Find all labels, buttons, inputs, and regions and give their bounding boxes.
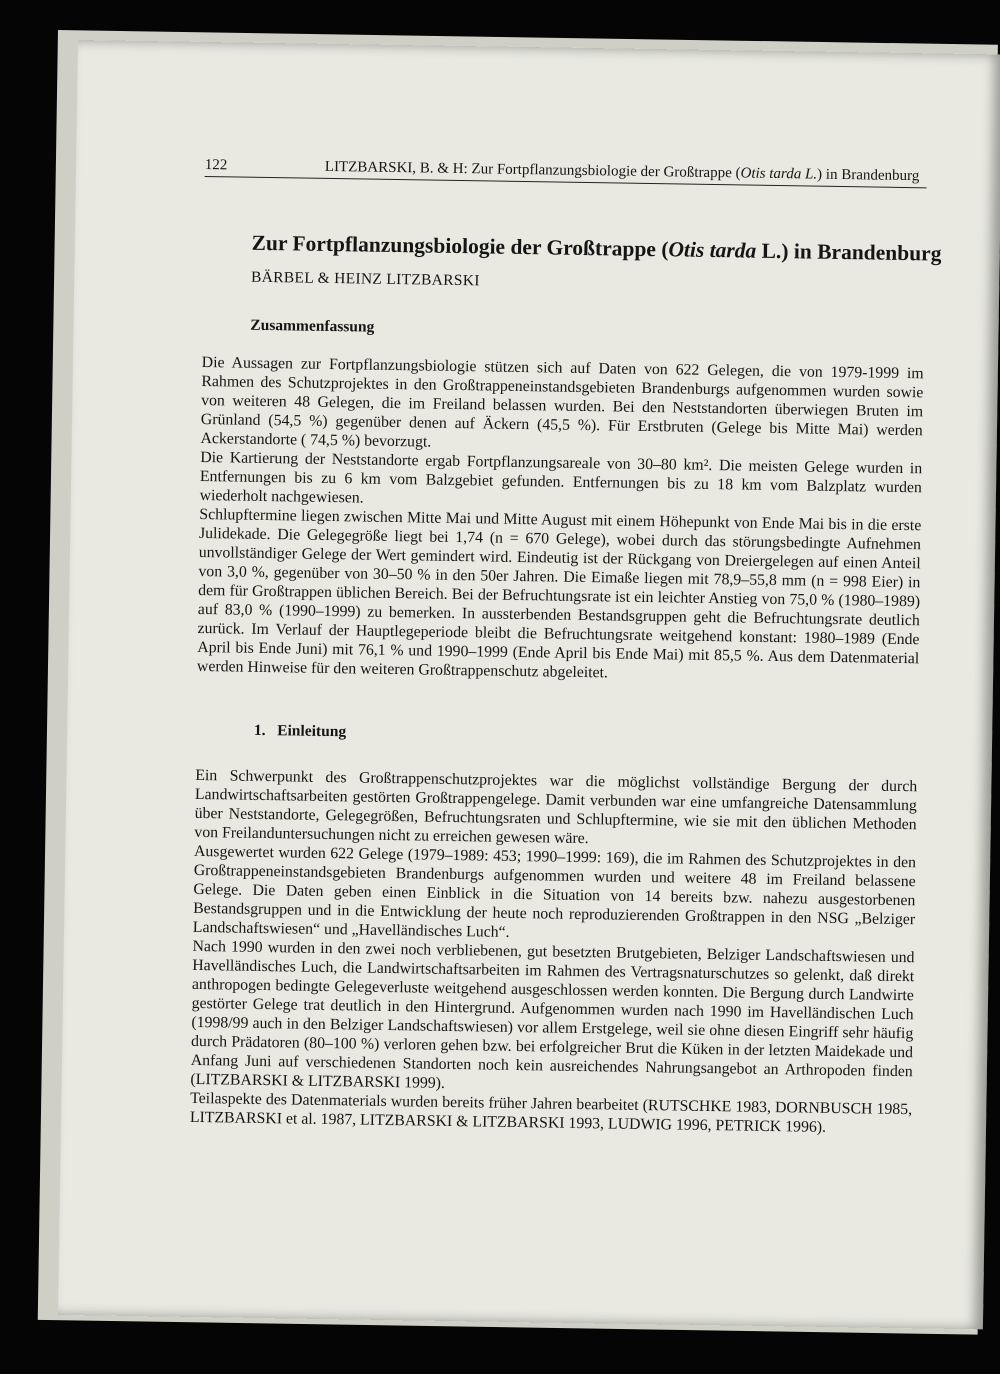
- summary-body: [197, 353, 924, 687]
- introduction-body: [190, 766, 918, 1138]
- title-species: Otis tarda: [668, 237, 757, 263]
- intro-paragraph: Teilaspekte des Datenmaterials wurden bereits früher Jahren bearbeitet (RUTSCHKE 1983, DORNBUSCH 1985, LITZBARSKI et al. 1987, LITZBARSKI & LITZBARSKI 1993, LUDWIG 1996, PETRICK 1996).: [189, 1089, 913, 1136]
- page-number: 122: [204, 156, 228, 174]
- running-head-text: LITZBARSKI, B. & H: Zur Fortpflanzungsbiologie der Großtrappe (Otis tarda L.) in Brandenburg: [324, 158, 920, 185]
- summary-paragraph: Schlupftermine liegen zwischen Mitte Mai und Mitte August mit einem Höhepunkt von Ende Mai bis in die erste Julidekade. Die Gelegegröße liegt bei 1,74 (n = 670 Gelege), wobei durch das störungsbedingte Aufnehmen unvollständiger Gelege der Wert gemindert wird. Eindeutig ist der Rückgang von Dreiergelegen auf einen Anteil von 3,0 %, gegenüber von 30–50 % in den 50er Jahren. Die Eimaße liegen mit 78,9–55,8 mm (n = 998 Eier) in dem für Großtrappen üblichen Bereich. Bei der Befruchtungsrate ist ein leichter Anstieg von 75,0 % (1980–1989) auf 83,0 % (1990–1999) zu bemerken. In aussterbenden Bestandsgruppen geht die Befruchtungsrate deutlich zurück. Im Verlauf der Hauptlegeperiode bleibt die Befruchtungsrate weitgehend konstant: 1980–1989 (Ende April bis Ende Juni) mit 76,1 % und 1990–1999 (Ende April bis Ende Mai) mit 85,5 %. Aus dem Datenmaterial werden Hinweise für den weiteren Großtrappenschutz abgeleitet.: [196, 505, 922, 682]
- running-head-species: Otis tarda L.: [740, 165, 818, 183]
- intro-paragraph: Nach 1990 wurden in den zwei noch verbliebenen, gut besetzten Brutgebieten, Belziger Landschaftswiesen und Havelländisches Luch, die Landwirtschaftsarbeiten im Rahmen des Vertragsnaturschutzes so gelenkt, daß direkt anthropogen bedingte Gelegeverluste weitgehend ausgeschlossen werden konnten. Die Bergung durch Landwirte gestörter Gelege trat deutlich in den Hintergrund. Aufgenommen wurden nach 1990 im Havelländischen Luch (1998/99 auch in den Belziger Landschaftswiesen) vor allem Erstgelege, weil sie ohne diesen Eingriff sehr häufig durch Prädatoren (80–100 %) verloren gehen bzw. bei erfolgreicher Brut die Küken in der letzten Maidekade und Anfang Juni auf verschiedenen Standorten noch kein ausreichendes Nahrungsangebot an Arthropoden finden (LITZBARSKI & LITZBARSKI 1999).: [190, 937, 915, 1092]
- summary-paragraph: Die Aussagen zur Fortpflanzungsbiologie stützen sich auf Daten von 622 Gelegen, die von 1979-1999 im Rahmen des Schutzprojektes in den Großtrappeneinstandsgebieten Brandenburgs aufgenommen wurden sowie von weiteren 48 Gelegen, die im Freiland belassen wurden. Bei den Neststandorten überwiegen Bruten im Grünland (54,5 %) gegenüber denen auf Äckern (45,5 %). Für Erstbruten (Gelege bis Mitte Mai) werden Ackerstandorte ( 74,5 %) bevorzugt.: [200, 353, 924, 451]
- authors: BÄRBEL & HEINZ LITZBARSKI: [250, 268, 480, 290]
- article-title: Zur Fortpflanzungsbiologie der Großtrappe (Otis tarda L.) in Brandenburg: [251, 230, 942, 266]
- intro-paragraph: Ein Schwerpunkt des Großtrappenschutzprojektes war die möglichst vollständige Bergung der durch Landwirtschaftsarbeiten gestörten Großtrappengelege. Damit verbunden war eine umfangreiche Datensammlung über Neststandorte, Gelegegrößen, Befruchtungsraten und Schlupftermine, wie sie mit den üblichen Methoden von Freilanduntersuchungen nicht zu erreichen gewesen wäre.: [194, 766, 918, 848]
- summary-paragraph: Die Kartierung der Neststandorte ergab Fortpflanzungsareale von 30–80 km². Die meisten Gelege wurden in Entfernungen bis zu 6 km vom Balzgebiet gefunden. Entfernungen bis zu 18 km vom Balzplatz wurden wiederholt nachgewiesen.: [199, 448, 923, 507]
- summary-heading: Zusammenfassung: [250, 316, 375, 336]
- introduction-heading: 1. Einleitung: [253, 721, 347, 741]
- intro-paragraph: Ausgewertet wurden 622 Gelege (1979–1989: 453; 1990–1999: 169), die im Rahmen des Schutzprojektes in den Großtrappeneinstandsgebieten Brandenburgs aufgenommen wurden und weitere 48 im Freiland belassene Gelege. Die Daten geben einen Einblick in die Situation von 14 bereits bzw. nahezu ausgestorbenen Bestandsgruppen und in die Entwicklung der heute noch reproduzierenden Großtrappen in den NSG „Belziger Landschaftswiesen“ und „Havelländisches Luch“.: [192, 842, 917, 941]
- page-content: [189, 156, 942, 1138]
